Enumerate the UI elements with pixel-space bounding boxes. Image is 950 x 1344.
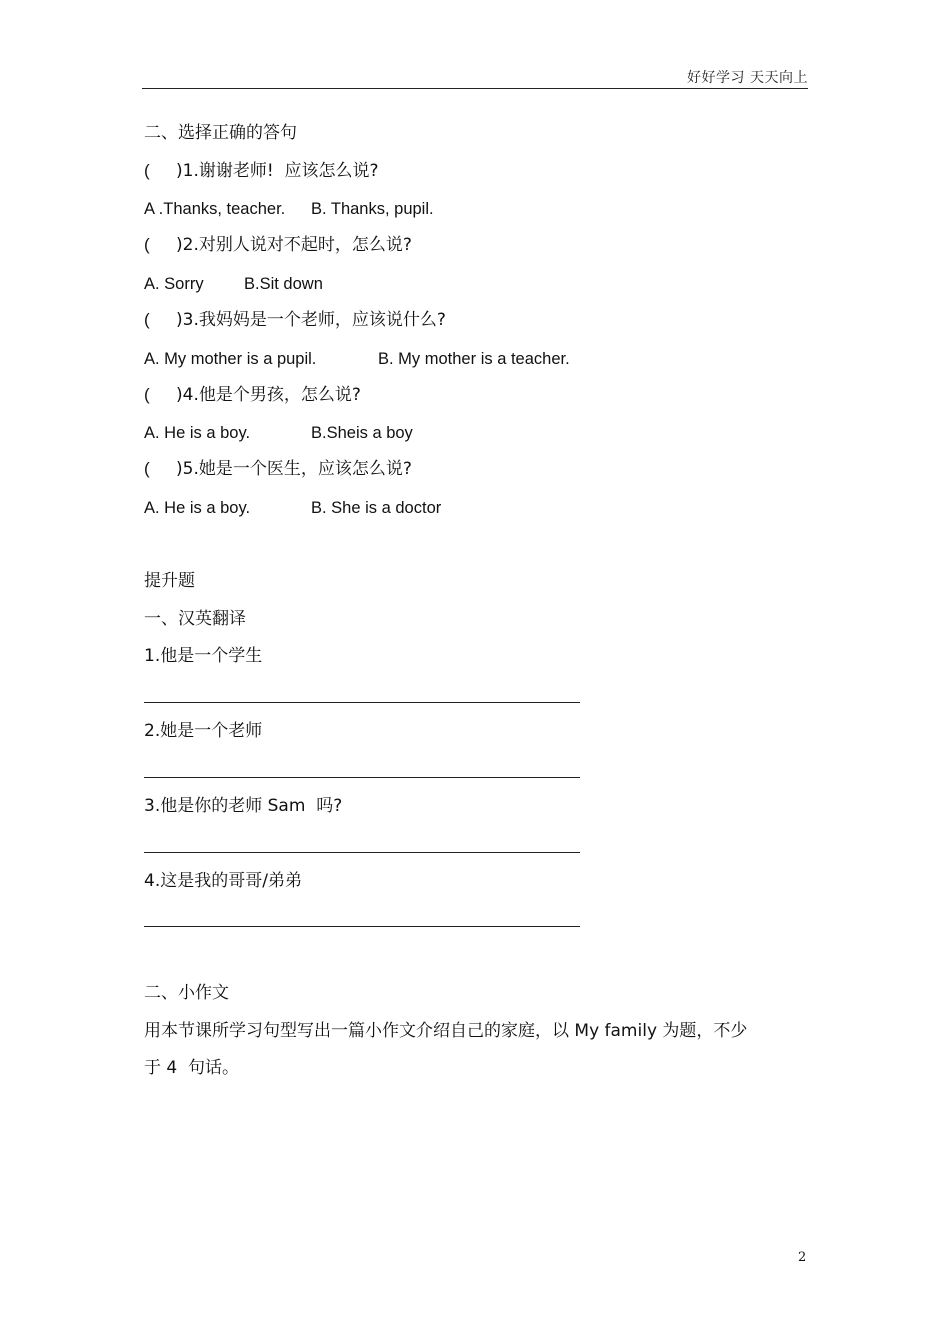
answer-blank-close: ) (176, 161, 183, 181)
answer-blank-open: ( (144, 385, 150, 404)
question-2-option-b: B.Sit down (244, 275, 323, 293)
translate-item-4: 4.这是我的哥哥/弟弟 (144, 871, 302, 891)
question-text: 3.我妈妈是一个老师，应该说什么? (182, 310, 446, 330)
question-4-option-b: B.Sheis a boy (311, 424, 413, 442)
question-1 (144, 160, 379, 182)
header-motto: 好好学习 天天向上 (687, 70, 808, 86)
answer-line-1[interactable] (144, 702, 580, 703)
answer-blank-open: ( (144, 459, 150, 478)
translate-item-3: 3.他是你的老师 Sam 吗? (144, 796, 343, 816)
question-5-option-a: A. He is a boy. (144, 499, 251, 517)
question-text: 2.对别人说对不起时，怎么说? (182, 235, 412, 255)
essay-title: 二、小作文 (144, 983, 229, 1003)
question-4-option-a: A. He is a boy. (144, 424, 251, 442)
answer-blank-open: ( (144, 161, 150, 180)
question-4 (144, 384, 361, 406)
answer-line-2[interactable] (144, 777, 580, 778)
answer-line-4[interactable] (144, 926, 580, 927)
question-2 (144, 234, 412, 256)
answer-blank-open: ( (144, 310, 150, 329)
question-1-option-a: A .Thanks, teacher. (144, 200, 286, 218)
answer-blank-open: ( (144, 235, 150, 254)
question-5 (144, 458, 412, 480)
question-2-option-a: A. Sorry (144, 275, 204, 293)
question-3-option-b: B. My mother is a teacher. (378, 350, 570, 368)
answer-blank-close: ) (176, 385, 183, 405)
question-text: 4.他是个男孩，怎么说? (182, 385, 361, 405)
header-divider (142, 88, 808, 89)
answer-blank-close: ) (176, 459, 183, 479)
translate-item-2: 2.她是一个老师 (144, 721, 263, 741)
advanced-title: 提升题 (144, 571, 195, 591)
answer-line-3[interactable] (144, 852, 580, 853)
question-5-option-b: B. She is a doctor (311, 499, 442, 517)
essay-instructions-line-1: 用本节课所学习句型写出一篇小作文介绍自己的家庭，以 My family 为题，不少 (144, 1021, 748, 1041)
question-text: 1.谢谢老师! 应该怎么说? (182, 161, 379, 181)
section-title-choose: 二、选择正确的答句 (144, 123, 297, 143)
essay-instructions-line-2: 于 4 句话。 (144, 1058, 240, 1078)
question-1-option-b: B. Thanks, pupil. (311, 200, 434, 218)
question-3 (144, 309, 446, 331)
question-text: 5.她是一个医生，应该怎么说? (182, 459, 412, 479)
answer-blank-close: ) (176, 310, 183, 330)
answer-blank-close: ) (176, 235, 183, 255)
translate-title: 一、汉英翻译 (144, 609, 246, 629)
question-3-option-a: A. My mother is a pupil. (144, 350, 317, 368)
page-number: 2 (798, 1250, 807, 1265)
translate-item-1: 1.他是一个学生 (144, 646, 263, 666)
